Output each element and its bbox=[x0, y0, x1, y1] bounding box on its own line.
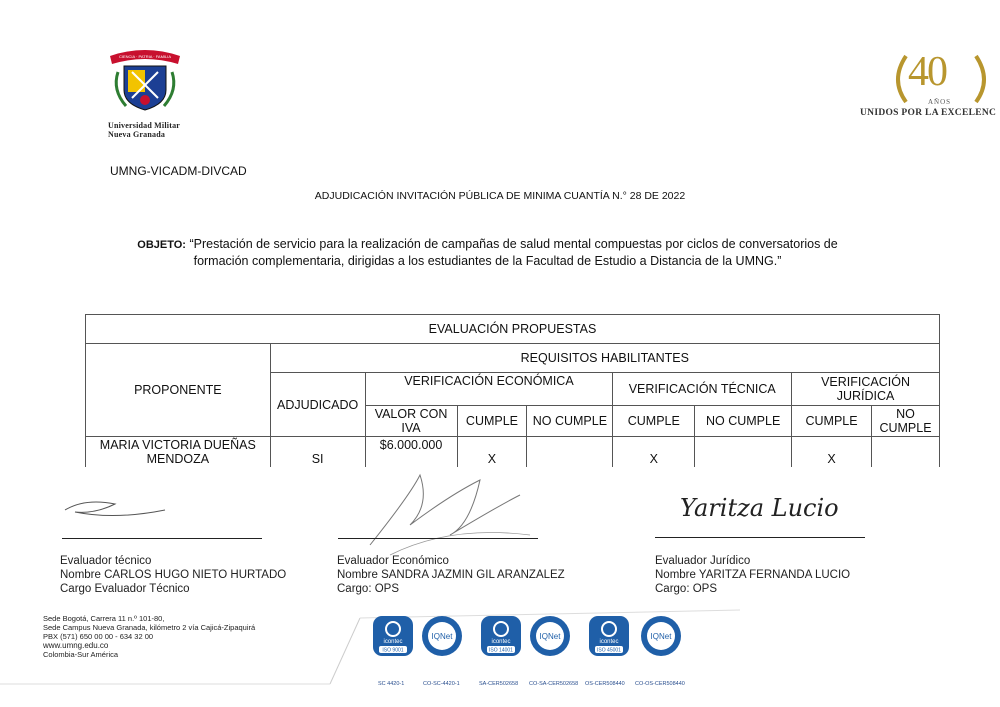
signature-cargo: Cargo: OPS bbox=[655, 583, 717, 595]
header-adjudicado: ADJUDICADO bbox=[270, 373, 365, 437]
object-label: OBJETO: bbox=[137, 239, 186, 251]
signature-role: Evaluador Jurídico bbox=[655, 555, 751, 567]
signature-line-tecnico bbox=[62, 538, 262, 539]
object-text: “Prestación de servicio para la realización de campañas de salud mental compuestas por ciclos de conversatorios de formación complementaria, dirigidas a los estudiantes de la Facultad de Estudio a Distancia de la UMNG.” bbox=[189, 237, 838, 268]
cert-iso-label: ISO 9001 bbox=[382, 647, 404, 654]
signature-name: Nombre SANDRA JAZMIN GIL ARANZALEZ bbox=[337, 569, 565, 581]
anniversary-years: AÑOS bbox=[928, 98, 952, 106]
cert-iso-label: ISO 14001 bbox=[489, 647, 513, 654]
footer-line3: PBX (571) 650 00 00 - 634 32 00 bbox=[43, 632, 154, 641]
table-title: EVALUACIÓN PROPUESTAS bbox=[86, 315, 940, 344]
cell-valor: $6.000.000 bbox=[365, 437, 457, 468]
signature-block-tecnico bbox=[60, 554, 286, 596]
icontec-iso14001-badge bbox=[480, 615, 522, 657]
cert-code: CO-SA-CER502658 bbox=[529, 681, 579, 687]
cell-eco-cumple: X bbox=[457, 437, 527, 468]
cert-badge-label: icontec bbox=[599, 639, 619, 645]
header-ver-tecnica: VERIFICACIÓN TÉCNICA bbox=[613, 373, 792, 406]
footer-line1: Sede Bogotá, Carrera 11 n.º 101-80, bbox=[43, 614, 165, 623]
signature-cargo: Cargo Evaluador Técnico bbox=[60, 583, 190, 595]
header-requisitos: REQUISITOS HABILITANTES bbox=[270, 344, 939, 373]
header-ver-economica: VERIFICACIÓN ECONÓMICA bbox=[365, 373, 613, 406]
document-title: ADJUDICACIÓN INVITACIÓN PÚBLICA DE MINIMA CUANTÍA N.° 28 DE 2022 bbox=[314, 190, 686, 202]
header-jur-cumple: CUMPLE bbox=[792, 406, 872, 437]
university-name-line2: Nueva Granada bbox=[108, 130, 166, 139]
cert-badge-label: IQNet bbox=[431, 632, 453, 641]
table-row bbox=[86, 437, 940, 468]
icontec-iso9001-badge bbox=[372, 615, 414, 657]
signature-name: Nombre YARITZA FERNANDA LUCIO bbox=[655, 569, 851, 581]
cert-badge-label: IQNet bbox=[539, 632, 561, 641]
signature-name: Nombre CARLOS HUGO NIETO HURTADO bbox=[60, 569, 287, 581]
signature-block-economico bbox=[337, 554, 565, 596]
footer-region: Colombia-Sur América bbox=[43, 650, 119, 659]
anniversary-motto: UNIDOS POR LA EXCELENC bbox=[860, 108, 997, 118]
signature-tecnico-icon bbox=[55, 490, 185, 530]
header-jur-no-cumple: NO CUMPLE bbox=[871, 406, 939, 437]
header-proponente: PROPONENTE bbox=[86, 344, 271, 437]
header-valor-con-iva: VALOR CON IVA bbox=[365, 406, 457, 437]
cert-code: OS-CER508440 bbox=[585, 681, 625, 687]
cell-adjudicado: SI bbox=[270, 437, 365, 468]
document-code: UMNG-VICADM-DIVCAD bbox=[110, 164, 247, 178]
footer-line2: Sede Campus Nueva Granada, kilómetro 2 vía Cajicá-Zipaquirá bbox=[43, 623, 256, 632]
cell-jur-cumple: X bbox=[792, 437, 872, 468]
iqnet-badge-1 bbox=[421, 615, 463, 657]
university-name-line1: Universidad Militar bbox=[108, 121, 181, 130]
signature-role: Evaluador Económico bbox=[337, 555, 449, 567]
signature-role: Evaluador técnico bbox=[60, 555, 152, 567]
icontec-iso45001-badge bbox=[588, 615, 630, 657]
cert-badge-label: IQNet bbox=[650, 632, 672, 641]
signature-economico-icon bbox=[330, 465, 540, 560]
cell-tec-no-cumple bbox=[695, 437, 792, 468]
cert-code: CO-OS-CER508440 bbox=[635, 681, 685, 687]
signature-cargo: Cargo: OPS bbox=[337, 583, 399, 595]
object-paragraph bbox=[115, 236, 860, 269]
umng-logo bbox=[100, 42, 190, 137]
cert-badge-label: icontec bbox=[383, 639, 403, 645]
evaluation-table bbox=[85, 314, 940, 467]
header-eco-cumple: CUMPLE bbox=[457, 406, 527, 437]
signature-line-juridico bbox=[655, 537, 865, 538]
signature-juridico-script: Yaritza Lucio bbox=[680, 494, 839, 522]
logo-ribbon-text: CIENCIA · PATRIA · FAMILIA bbox=[118, 54, 172, 59]
cell-eco-no-cumple bbox=[527, 437, 613, 468]
header-tec-cumple: CUMPLE bbox=[613, 406, 695, 437]
cell-tec-cumple: X bbox=[613, 437, 695, 468]
cell-jur-no-cumple bbox=[871, 437, 939, 468]
header-tec-no-cumple: NO CUMPLE bbox=[695, 406, 792, 437]
cell-proponente-name: MARIA VICTORIA DUEÑAS MENDOZA bbox=[86, 437, 271, 468]
cert-iso-label: ISO 45001 bbox=[597, 647, 621, 654]
iqnet-badge-3 bbox=[640, 615, 682, 657]
signature-line-economico bbox=[338, 538, 538, 539]
umng-shield-icon bbox=[100, 42, 190, 114]
footer-website: www.umng.edu.co bbox=[43, 641, 109, 650]
cert-code: SC 4420-1 bbox=[378, 681, 405, 687]
signature-block-juridico bbox=[655, 554, 850, 596]
cert-code: CO-SC-4420-1 bbox=[423, 681, 460, 687]
anniversary-logo bbox=[858, 50, 1000, 125]
cert-badge-label: icontec bbox=[491, 639, 511, 645]
header-ver-juridica: VERIFICACIÓN JURÍDICA bbox=[792, 373, 940, 406]
anniversary-number: 40 bbox=[908, 49, 946, 95]
iqnet-badge-2 bbox=[529, 615, 571, 657]
header-eco-no-cumple: NO CUMPLE bbox=[527, 406, 613, 437]
cert-code: SA-CER502658 bbox=[479, 681, 519, 687]
